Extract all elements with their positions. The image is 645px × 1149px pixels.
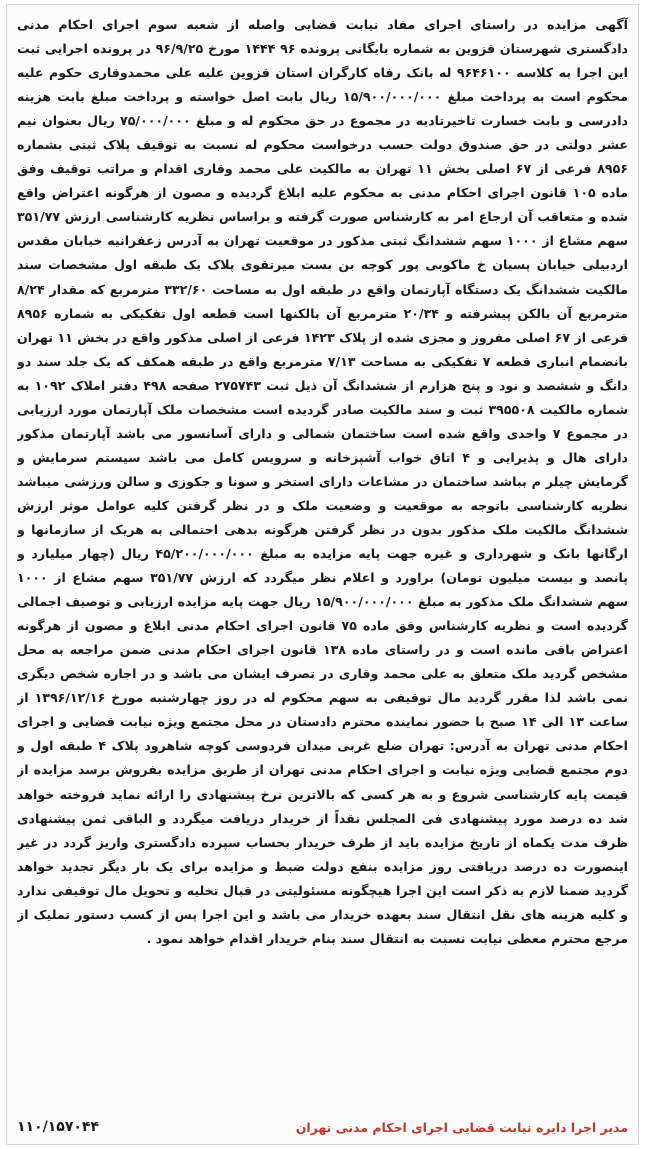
reference-number: ۱۱۰/۱۵۷۰۴۴ bbox=[17, 1119, 100, 1135]
notice-footer bbox=[17, 1114, 628, 1140]
auction-notice-text: آگهی مزایده در راستای اجرای مفاد نیابت قضایی واصله از شعبه سوم اجرای احکام مدنی دادگستری شهرستان قزوین به شماره بایگانی پرونده ۹۶ ۱۴۴۴ مورخ ۹۶/۹/۲۵ در پرونده اجرایی ثبت این اجرا به کلاسه ۹۶۴۶۱۰۰ له بانک رفاه کارگران استان قزوین علیه علی محمدوقاری حکوم علیه محکوم است به پرداخت مبلغ ۱۵/۹۰۰/۰۰۰/۰۰۰ ریال بابت اصل خواسته و پرداخت مبلغ بابت هزینه دادرسی و بابت خسارت تاخیرتادیه در مجموع در حق محکوم له و مبلغ ۷۵/۰۰۰/۰۰۰ ریال بعنوان نیم عشر دولتی در حق صندوق دولت حسب درخواست محکوم له نسبت به توقیف پلاک ثبتی بشماره ۸۹۵۶ فرعی از ۶۷ اصلی بخش ۱۱ تهران به مالکیت علی محمد وقاری اقدام و مراتب توقیف وفق ماده ۱۰۵ قانون اجرای احکام مدنی به محکوم علیه ابلاغ گردیده و مصون از هرگونه اعتراض واقع شده و متعاقب آن ارجاع امر به کارشناس صورت گرفته و براساس نظریه کارشناسی ارزش ۳۵۱/۷۷ سهم مشاع از ۱۰۰۰ سهم ششدانگ ثبتی مذکور در موقعیت تهران به آدرس زعفرانیه خیابان مقدس اردبیلی خیابان پسیان خ ماکوبی پور کوچه بن بست میرتقوی پلاک یک طبقه اول مشخصات سند مالکیت ششدانگ یک دستگاه آپارتمان واقع در طبقه اول به مساحت ۳۳۲/۶۰ مترمربع که مقدار ۸/۲۴ مترمربع آن بالکن پیشرفته و ۲۰/۳۴ مترمربع آن بالکنها است قطعه اول تفکیکی به شماره ۸۹۵۶ فرعی از ۶۷ اصلی مفروز و مجزی شده از پلاک ۱۴۲۳ فرعی از اصلی مذکور واقع در بخش ۱۱ تهران بانضمام انباری قطعه ۷ تفکیکی به مساحت ۷/۱۳ مترمربع واقع در طبقه همکف که یک جلد سند دو دانگ و ششصد و نود و پنج هزارم از ششدانگ آن ذیل ثبت ۲۷۵۷۴۳ صفحه ۴۹۸ دفتر املاک ۱۰۹۲ به شماره مالکیت ۳۹۵۵۰۸ ثبت و سند مالکیت صادر گردیده است مشخصات ملک آپارتمان مورد ارزیابی در مجموع ۷ واحدی واقع شده است ساختمان شمالی و دارای آسانسور می باشد آپارتمان مذکور دارای هال و پذیرایی و ۴ اتاق خواب آشپزخانه و سرویس کامل می باشد سیستم سرمایش و گرمایش چیلر م بباشد ساختمان در مشاعات دارای استخر و سونا و جکوزی و سالن ورزشی میباشد نظریه کارشناسی باتوجه به موقعیت و وضعیت ملک و در نظر گرفتن کلیه عوامل موثر ارزش ششدانگ مالکیت ملک مذکور بدون در نظر گرفتن هرگونه بدهی احتمالی به هریک از سازمانها و ارگانها بانک و شهرداری و غیره جهت پایه مزایده به مبلغ ۴۵/۲۰۰/۰۰۰/۰۰۰ ریال (چهار میلیارد و پانصد و بیست میلیون تومان) براورد و اعلام نظر میگردد که ارزش ۳۵۱/۷۷ سهم مشاع از ۱۰۰۰ سهم ششدانگ ملک مذکور به مبلغ ۱۵/۹۰۰/۰۰۰/۰۰۰ ریال جهت پایه مزایده ارزیابی و توصیف اجمالی گردیده است و نظریه کارشناس وفق ماده ۷۵ قانون اجرای احکام مدنی ابلاغ و مصون از هرگونه اعتراض باقی مانده است و در راستای ماده ۱۳۸ قانون اجرای احکام مدنی ضمن مراجعه به محل مشخص گردید ملک متعلق به علی محمد وقاری در تصرف ایشان می باشد و در اجاره شخص دیگری نمی باشد لذا مقرر گردید مال توقیفی به سهم محکوم له در روز چهارشنبه مورخ ۱۳۹۶/۱۲/۱۶ از ساعت ۱۳ الی ۱۴ صبح با حضور نماینده محترم دادستان در محل مجتمع ویژه نیابت قضایی و اجرای احکام مدنی تهران به آدرس: تهران ضلع غربی میدان فردوسی کوچه شاهرود پلاک ۴ طبقه اول و دوم مجتمع قضایی ویژه نیابت و اجرای احکام مدنی تهران از طریق مزایده بفروش برسد مزایده از قیمت پایه کارشناسی شروع و به هر کسی که بالاترین نرخ پیشنهادی را ارائه نماید فروخته خواهد شد ده درصد مورد پیشنهادی فی المجلس نقداً از خریدار دریافت میگردد و الباقی ثمن پیشنهادی ظرف مدت یکماه از تاریخ مزایده باید از طرف خریدار بحساب سپرده دادگستری واریز گردد در غیر اینصورت ده درصد دریافتی روز مزایده بنفع دولت ضبط و مزایده برای یک بار دیگر تجدید خواهد گردید ضمنا لازم به ذکر است این اجرا هیچگونه مسئولیتی در قبال تخلیه و تحویل مال توقیفی ندارد و کلیه هزینه های نقل انتقال سند بعهده خریدار می باشد و این اجرا پس از کسب دستور تملیک از مرجع محترم معطی نیابت نسبت به انتقال سند بنام خریدار اقدام خواهد نمود . bbox=[17, 17, 628, 946]
notice-page bbox=[6, 4, 639, 1145]
signature-line: مدیر اجرا دایره نیابت قضایی اجرای احکام مدنی تهران bbox=[295, 1119, 628, 1135]
